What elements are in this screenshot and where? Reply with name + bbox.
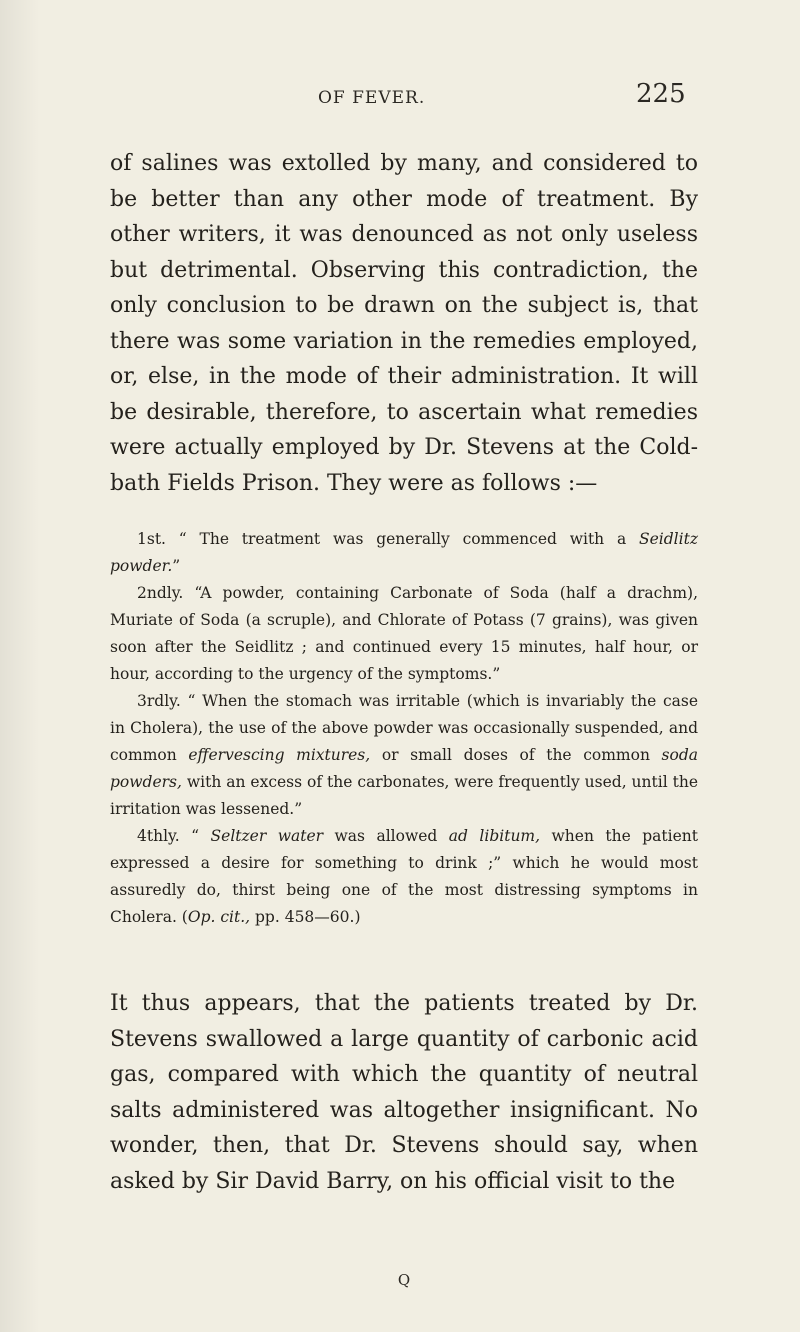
quoted-treatment-list: [110, 526, 698, 931]
quote-item-3: 3rdly. “ When the stomach was irritable (which is invariably the case in Cholera), the use of the above powder was occasionally suspended, and common effervescing mixtures, or small doses of the common soda powders, with an excess of the carbonates, were frequently used, until the irritation was lessened.”: [110, 692, 698, 818]
page-number: 225: [636, 79, 686, 109]
paragraph-intro: of salines was extolled by many, and considered to be better than any other mode of treatment. By other writers, it was denounced as not only useless but detrimental. Observing this contradiction, the only conclusion to be drawn on the subject is, that there was some variation in the remedies employed, or, else, in the mode of their administration. It will be desirable, therefore, to ascertain what remedies were actually employed by Dr. Stevens at the Cold-bath Fields Prison. They were as follows :—: [110, 151, 698, 496]
running-head: OF FEVER.: [318, 88, 426, 108]
quote-item-4: 4thly. “ Seltzer water was allowed ad libitum, when the patient expressed a desire for something to drink ;” which he would most assuredly do, thirst being one of the most distressing symptoms in Cholera. (Op. cit., pp. 458—60.): [110, 827, 698, 926]
paragraph-conclusion: It thus appears, that the patients treated by Dr. Stevens swallowed a large quantity of carbonic acid gas, compared with which the quantity of neutral salts administered was altogether insignificant. No wonder, then, that Dr. Stevens should say, when asked by Sir David Barry, on his official visit to the: [110, 991, 698, 1194]
quote-item-2: 2ndly. “A powder, containing Carbonate of Soda (half a drachm), Muriate of Soda (a scruple), and Chlorate of Potass (7 grains), was given soon after the Seidlitz ; and continued every 15 minutes, half hour, or hour, according to the urgency of the symptoms.”: [110, 584, 698, 683]
quote-item-1: 1st. “ The treatment was generally commenced with a Seidlitz powder.”: [110, 530, 698, 575]
signature-mark: Q: [397, 1271, 411, 1289]
